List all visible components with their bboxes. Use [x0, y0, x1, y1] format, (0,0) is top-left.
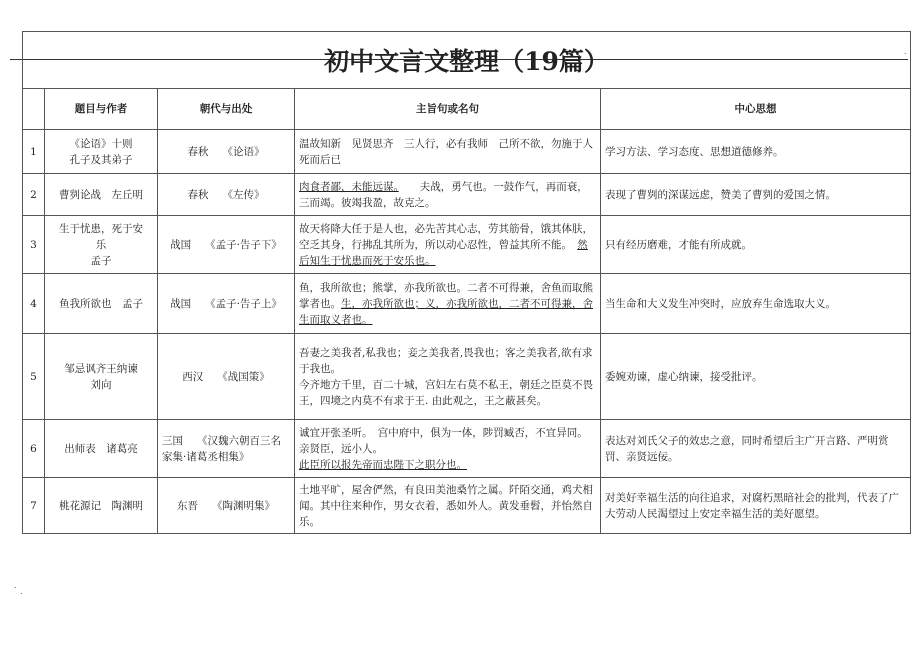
quote-text: 吾妻之美我者,私我也；妾之美我者,畏我也；客之美我者,欲有求于我也。 [299, 346, 593, 375]
quote-text: 夫战，勇气也。一鼓作气，再而衰，三而竭。彼竭我盈，故克之。 [299, 180, 588, 209]
work-title-author [45, 274, 158, 334]
key-quotes [295, 420, 601, 478]
title-line: 孔子及其弟子 [69, 153, 133, 166]
dynasty: 西汉 [182, 370, 204, 383]
margin-dot: . [20, 587, 23, 596]
table-row [23, 216, 911, 274]
source-book: 《论语》 [222, 145, 265, 158]
dynasty: 战国 [170, 297, 192, 310]
table-row [23, 478, 911, 534]
central-idea: 对美好幸福生活的向往追求，对腐朽黑暗社会的批判，代表了广大劳动人民渴望过上安定幸福生活的美好愿望。 [601, 478, 911, 534]
table-row [23, 130, 911, 174]
margin-dot: . [904, 47, 907, 56]
margin-dot: . [14, 581, 17, 590]
title-line: 生于忧患，死于安 [59, 222, 143, 235]
central-idea: 表现了曹刿的深谋远虑，赞美了曹刿的爱国之情。 [601, 174, 911, 216]
dynasty-source [158, 274, 295, 334]
table-body [23, 130, 911, 534]
dynasty: 春秋 [187, 188, 209, 201]
key-quotes [295, 174, 601, 216]
header-dynasty: 朝代与出处 [158, 89, 295, 130]
header-idea: 中心思想 [601, 89, 911, 130]
header-row [23, 89, 911, 130]
header-title: 题目与作者 [45, 89, 158, 130]
key-quotes [295, 216, 601, 274]
work-title-author [45, 420, 158, 478]
title-line: 出师表 诸葛亮 [64, 442, 138, 455]
header-num [23, 89, 45, 130]
dynasty-source [158, 174, 295, 216]
table-row [23, 274, 911, 334]
title-line: 孟子 [90, 254, 112, 267]
dynasty: 三国 [162, 434, 183, 447]
dynasty-source [158, 216, 295, 274]
central-idea: 只有经历磨难，才能有所成就。 [601, 216, 911, 274]
title-line: 曹刿论战 左丘明 [59, 188, 143, 201]
quote-text: 故天将降大任于是人也，必先苦其心志，劳其筋骨，饿其体肤，空乏其身，行拂乱其所为，所以动心忍性，曾益其所不能。 [299, 222, 593, 251]
key-quotes [295, 334, 601, 420]
row-number: 1 [23, 130, 45, 174]
notes-table [22, 31, 911, 534]
dynasty: 战国 [170, 238, 192, 251]
quote-text: 诚宜开张圣听。 宫中府中，俱为一体，陟罚臧否，不宜异同。 亲贤臣，远小人。 [299, 426, 593, 455]
page-title: 初中文言文整理（19篇） [23, 32, 911, 89]
quote-text: 今齐地方千里，百二十城，宫妇左右莫不私王，朝廷之臣莫不畏王，四境之内莫不有求于王. 由此观之，王之蔽甚矣。 [299, 378, 593, 407]
source-book: 《左传》 [222, 188, 265, 201]
famous-quote-underlined: 此臣所以报先帝而忠陛下之职分也。 [299, 458, 467, 471]
dynasty-source [158, 334, 295, 420]
dynasty: 春秋 [187, 145, 209, 158]
row-number: 2 [23, 174, 45, 216]
key-quotes [295, 130, 604, 174]
famous-quote-underlined: 肉食者鄙，未能远谋。 [299, 180, 399, 193]
central-idea: 委婉劝谏，虚心纳谏，接受批评。 [601, 334, 911, 420]
dynasty-source [158, 420, 295, 478]
title-line: 《论语》十则 [69, 137, 133, 150]
title-line: 乐 [95, 238, 107, 251]
work-title-author [45, 174, 158, 216]
quote-text: 土地平旷，屋舍俨然，有良田美池桑竹之属。阡陌交通，鸡犬相闻。其中往来种作，男女衣着，悉如外人。黄发垂髫，并怡然自乐。 [299, 483, 593, 528]
title-line: 邹忌讽齐王纳谏 [64, 362, 138, 375]
quote-text: 鱼，我所欲也；熊掌，亦我所欲也。二者不可得兼，舍鱼而取熊掌者也。 [299, 281, 593, 310]
title-line: 桃花源记 陶渊明 [59, 499, 143, 512]
work-title-author [45, 216, 158, 274]
source-book: 《汉魏六朝百三名家集·诸葛丞相集》 [162, 434, 281, 463]
title-line: 鱼我所欲也 孟子 [59, 297, 143, 310]
source-book: 《陶渊明集》 [212, 499, 275, 512]
source-book: 《孟子·告子下》 [205, 238, 282, 251]
quote-text: 温故知新 见贤思齐 三人行，必有我师 己所不欲，勿施于人 死而后已 [299, 137, 604, 166]
work-title-author [45, 130, 158, 174]
row-number: 5 [23, 334, 45, 420]
row-number: 3 [23, 216, 45, 274]
work-title-author [45, 478, 158, 534]
dynasty-source [158, 130, 295, 174]
famous-quote-underlined: 生，亦我所欲也；义，亦我所欲也，二者不可得兼，舍生而取义者也。 [299, 297, 593, 326]
table-row [23, 174, 911, 216]
work-title-author [45, 334, 158, 420]
row-number: 6 [23, 420, 45, 478]
dynasty: 东晋 [177, 499, 198, 512]
row-number: 4 [23, 274, 45, 334]
central-idea: 表达对刘氏父子的效忠之意，同时希望后主广开言路、严明赏罚、亲贤远佞。 [601, 420, 911, 478]
famous-quote-underlined: 然后知生于忧患而死于安乐也。 [299, 238, 588, 267]
row-number: 7 [23, 478, 45, 534]
source-book: 《战国策》 [217, 370, 270, 383]
title-line: 刘向 [90, 378, 112, 391]
key-quotes [295, 478, 601, 534]
central-idea: 学习方法、学习态度、思想道德修养。 [601, 130, 911, 174]
header-quote: 主旨句或名句 [295, 89, 601, 130]
source-book: 《孟子·告子上》 [205, 297, 282, 310]
table-row [23, 334, 911, 420]
dynasty-source [158, 478, 295, 534]
table-row [23, 420, 911, 478]
key-quotes [295, 274, 601, 334]
central-idea: 当生命和大义发生冲突时，应放弃生命选取大义。 [601, 274, 911, 334]
